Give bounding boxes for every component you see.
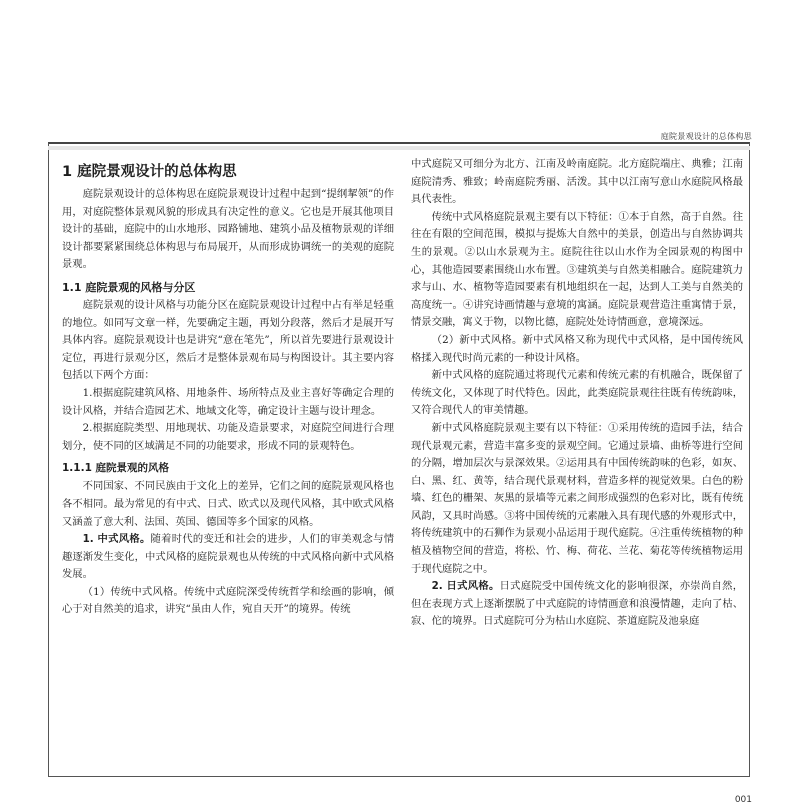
paragraph-body: 日式庭院受中国传统文化的影响很深，亦崇尚自然，但在表现方式上逐渐摆脱了中式庭院的诗情画意和浪漫情趣，走向了枯、寂、佗的境界。日式庭院可分为枯山水庭院、茶道庭院及池泉庭 (411, 580, 743, 628)
paragraph (411, 578, 743, 631)
running-head: 庭院景观设计的总体构思 (660, 132, 752, 141)
section-heading: 1.1 庭院景观的风格与分区 (62, 280, 196, 294)
paragraph (62, 531, 394, 584)
style-lead: 1. 中式风格。 (82, 533, 151, 546)
left-column (62, 150, 394, 619)
paragraph: （1）传统中式风格。传统中式庭院深受传统哲学和绘画的影响，倾心于对自然美的追求，讲究“虽由人作，宛自天开”的境界。传统 (62, 585, 394, 616)
paragraph: 庭院景观设计的总体构思在庭院景观设计过程中起到“提纲挈领”的作用，对庭院整体景观风貌的形成具有决定性的意义。它也是开展其他项目设计的基础，庭院中的山水地形、园路铺地、建筑小品及植物景观的详细设计都要紧紧围绕总体构思与布局展开，从而形成协调统一的美观的庭院景观。 (62, 188, 394, 271)
paragraph: 中式庭院又可细分为北方、江南及岭南庭院。北方庭院端庄、典雅；江南庭院清秀、雅致；岭南庭院秀丽、活泼。其中以江南写意山水庭院风格最具代表性。 (411, 158, 743, 206)
chapter-heading: 1 庭院景观设计的总体构思 (62, 164, 237, 180)
subsection-heading: 1.1.1 庭院景观的风格 (62, 462, 170, 475)
paragraph: 新中式风格庭院景观主要有以下特征：①采用传统的造园手法，结合现代景观元素，营造丰富多变的景观空间。它通过景墙、曲桥等进行空间的分隔，增加层次与景深效果。②运用具有中国传统韵味的色彩，如灰、白、黑、红、黄等，结合现代景观材料，营造多样的视觉效果。白色的粉墙、红色的栅架、灰黑的景墙等元素之间形成强烈的色彩对比，既有传统风韵，又具时尚感。③将中国传统的元素融入具有现代感的外观形式中，将传统建筑中的石狮作为景观小品运用于现代庭院。④注重传统植物的种植及植物空间的营造，将松、竹、梅、荷花、兰花、菊花等传统植物运用于现代庭院之中。 (411, 421, 743, 575)
paragraph: 新中式风格的庭院通过将现代元素和传统元素的有机融合，既保留了传统文化，又体现了时代特色。因此，此类庭院景观往往既有传统韵味，又符合现代人的审美情趣。 (411, 369, 743, 417)
right-column (411, 156, 743, 631)
paragraph-body: 随着时代的变迁和社会的进步，人们的审美观念与情趣逐渐发生变化，中式风格的庭院景观也从传统的中式风格向新中式风格发展。 (62, 533, 394, 581)
paragraph: 1.根据庭院建筑风格、用地条件、场所特点及业主喜好等确定合理的设计风格，并结合造园艺术、地域文化等，确定设计主题与设计理念。 (62, 386, 394, 417)
style-lead: 2. 日式风格。 (431, 580, 500, 593)
paragraph: （2）新中式风格。新中式风格又称为现代中式风格，是中国传统风格揉入现代时尚元素的一种设计风格。 (411, 333, 743, 364)
paragraph: 2.根据庭院类型、用地现状、功能及造景要求，对庭院空间进行合理划分，使不同的区域满足不同的功能要求，形成不同的景观特色。 (62, 422, 394, 452)
paragraph: 传统中式风格庭院景观主要有以下特征：①本于自然，高于自然。往往在有限的空间范围，模拟与提炼大自然中的美景，创造出与自然协调共生的景观。②以山水景观为主。庭院往往以山水作为全园景观的构图中心，其他造园要素围绕山水布置。③建筑美与自然美相融合。庭院建筑力求与山、水、植物等造园要素有机地组织在一起，达到人工美与自然美的高度统一。④讲究诗画情趣与意境的寓涵。庭院景观营造注重寓情于景，情景交融，寓义于物，以物比德，庭院处处诗情画意，意境深远。 (411, 210, 743, 329)
page-number: 001 (734, 795, 752, 805)
paragraph: 庭院景观的设计风格与功能分区在庭院景观设计过程中占有举足轻重的地位。如同写文章一样，先要确定主题，再划分段落，然后才是展开写具体内容。庭院景观设计也是讲究“意在笔先”，所以首先要进行景观设计定位，再进行景观分区，然后才是整体景观布局与构图设计。其主要内容包括以下两个方面： (62, 298, 394, 382)
paragraph: 不同国家、不同民族由于文化上的差异，它们之间的庭院景观风格也各不相同。最为常见的有中式、日式、欧式以及现代风格，其中欧式风格又涵盖了意大利、法国、英国、德国等多个国家的风格。 (62, 480, 394, 528)
